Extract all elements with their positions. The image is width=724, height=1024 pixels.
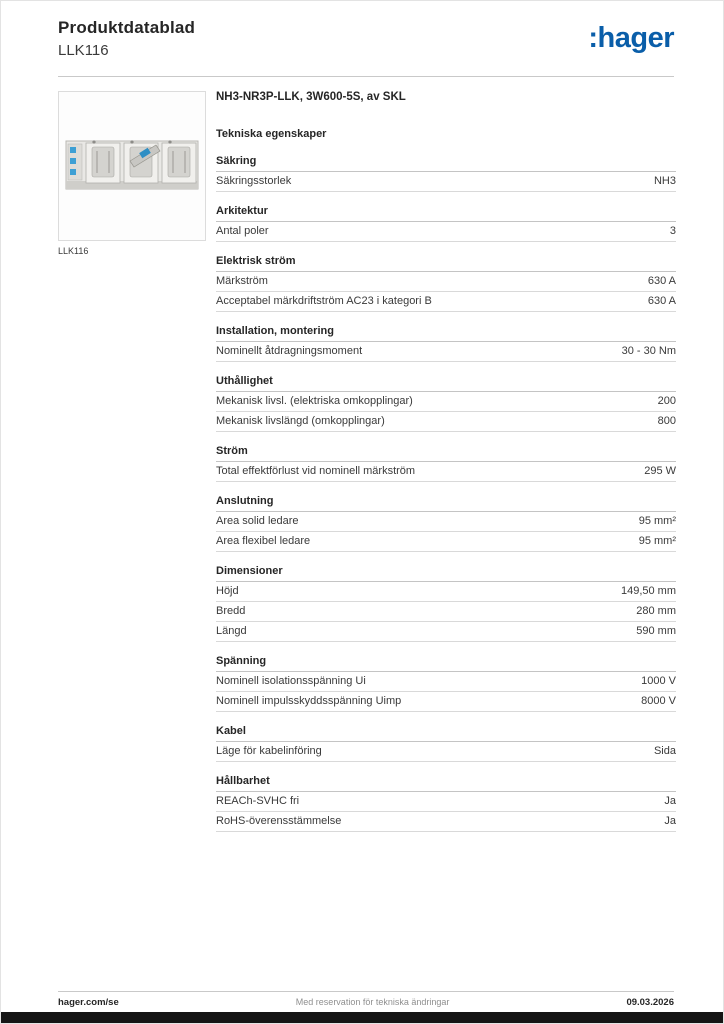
spec-section-title: Anslutning (216, 495, 676, 512)
spec-row (216, 512, 676, 532)
spec-section-title: Ström (216, 445, 676, 462)
spec-label: Bredd (216, 605, 246, 617)
spec-section-title: Säkring (216, 155, 676, 172)
spec-value: 800 (657, 415, 676, 427)
spec-value: 630 A (647, 275, 676, 287)
spec-section-title: Uthållighet (216, 375, 676, 392)
spec-row (216, 672, 676, 692)
spec-sections (216, 155, 676, 832)
spec-row (216, 392, 676, 412)
spec-section-title: Elektrisk ström (216, 255, 676, 272)
spec-label: Area flexibel ledare (216, 535, 311, 547)
spec-label: RoHS-överensstämmelse (216, 815, 342, 827)
spec-row (216, 692, 676, 712)
spec-row (216, 272, 676, 292)
spec-section (216, 205, 676, 242)
spec-row (216, 532, 676, 552)
spec-section-title: Kabel (216, 725, 676, 742)
product-image-caption: LLK116 (58, 246, 89, 256)
spec-value: 95 mm² (638, 515, 676, 527)
spec-row (216, 812, 676, 832)
spec-label: Märkström (216, 275, 268, 287)
product-image (64, 131, 200, 201)
spec-row (216, 582, 676, 602)
footer-disclaimer: Med reservation för tekniska ändringar (295, 997, 450, 1007)
spec-value: 630 A (647, 295, 676, 307)
spec-row (216, 172, 676, 192)
spec-section (216, 565, 676, 642)
spec-section (216, 255, 676, 312)
spec-label: Antal poler (216, 225, 269, 237)
spec-section (216, 725, 676, 762)
spec-row (216, 602, 676, 622)
header-divider (58, 76, 674, 77)
footer-date: 09.03.2026 (626, 997, 674, 1008)
spec-section (216, 495, 676, 552)
page-bottom-bar (1, 1012, 723, 1023)
spec-row (216, 622, 676, 642)
footer-site-link: hager.com/se (58, 997, 119, 1008)
spec-label: Höjd (216, 585, 239, 597)
spec-value: 95 mm² (638, 535, 676, 547)
spec-label: Läge för kabelinföring (216, 745, 322, 757)
spec-row (216, 222, 676, 242)
spec-label: Total effektförlust vid nominell märkström (216, 465, 416, 477)
spec-value: 3 (669, 225, 676, 237)
spec-label: Nominell impulsskyddsspänning Uimp (216, 695, 402, 707)
spec-label: Nominellt åtdragningsmoment (216, 345, 363, 357)
spec-label: Mekanisk livsl. (elektriska omkopplingar) (216, 395, 413, 407)
tech-properties-title: Tekniska egenskaper (216, 128, 327, 140)
spec-section-title: Arkitektur (216, 205, 676, 222)
spec-value: Ja (664, 795, 676, 807)
spec-row (216, 292, 676, 312)
spec-value: 30 - 30 Nm (621, 345, 676, 357)
spec-section (216, 775, 676, 832)
spec-value: 8000 V (641, 695, 676, 707)
spec-section (216, 445, 676, 482)
document-title: Produktdatablad (58, 18, 196, 37)
spec-label: Säkringsstorlek (216, 175, 292, 187)
spec-row (216, 742, 676, 762)
spec-row (216, 412, 676, 432)
spec-value: Ja (664, 815, 676, 827)
spec-label: Mekanisk livslängd (omkopplingar) (216, 415, 385, 427)
spec-value: 149,50 mm (620, 585, 676, 597)
spec-label: Area solid ledare (216, 515, 299, 527)
spec-label: REACh-SVHC fri (216, 795, 300, 807)
spec-row (216, 342, 676, 362)
spec-row (216, 792, 676, 812)
spec-value: 295 W (644, 465, 676, 477)
spec-section (216, 155, 676, 192)
spec-label: Längd (216, 625, 247, 637)
spec-section (216, 375, 676, 432)
spec-value: 280 mm (636, 605, 676, 617)
spec-value: NH3 (653, 175, 676, 187)
spec-label: Nominell isolationsspänning Ui (216, 675, 366, 687)
document-subtitle: LLK116 (58, 42, 109, 59)
hager-logo: :hager (588, 22, 674, 54)
spec-column (216, 91, 676, 845)
spec-section-title: Dimensioner (216, 565, 676, 582)
spec-value: 1000 V (641, 675, 676, 687)
spec-value: 590 mm (636, 625, 676, 637)
spec-section-title: Spänning (216, 655, 676, 672)
spec-value: 200 (657, 395, 676, 407)
spec-section (216, 325, 676, 362)
spec-section-title: Installation, montering (216, 325, 676, 342)
page-footer (58, 991, 674, 1008)
spec-row (216, 462, 676, 482)
spec-section (216, 655, 676, 712)
spec-section-title: Hållbarhet (216, 775, 676, 792)
product-name: NH3-NR3P-LLK, 3W600-5S, av SKL (216, 91, 406, 103)
spec-label: Acceptabel märkdriftström AC23 i kategori B (216, 295, 432, 307)
product-image-frame (58, 91, 206, 241)
spec-value: Sida (653, 745, 676, 757)
page-header (58, 18, 674, 68)
